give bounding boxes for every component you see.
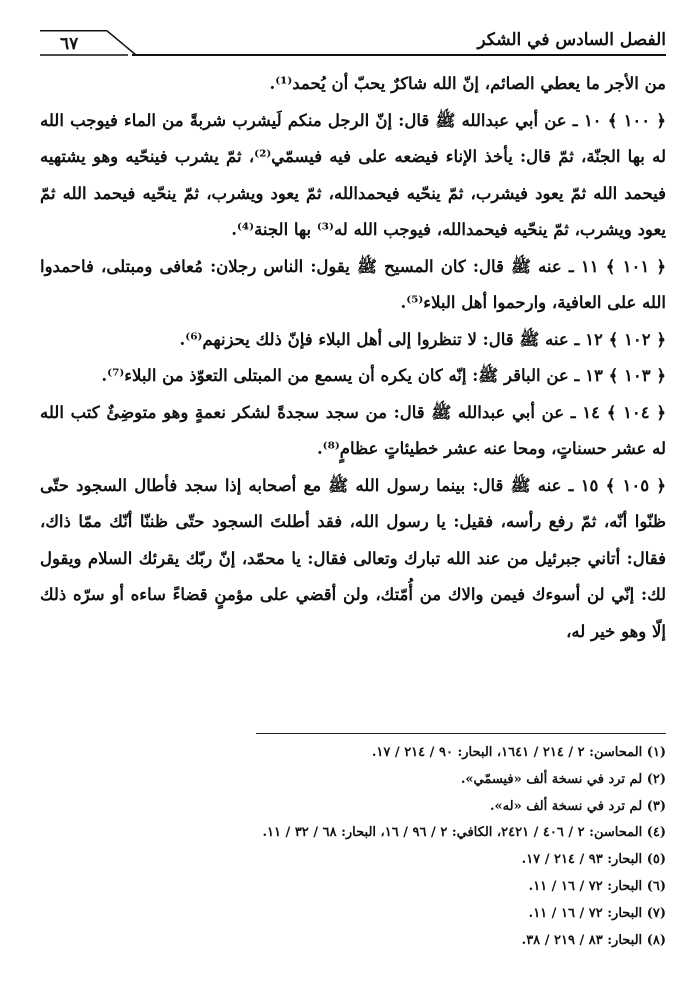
chapter-title: الفصل السادس في الشكر <box>477 30 666 50</box>
header-rule <box>132 54 666 56</box>
footnote-2: (٢) لم ترد في نسخة ألف «فيسمّي». <box>460 771 666 787</box>
hadith-number: ﴿ ١٠٤ ﴾ <box>606 402 666 422</box>
footnote-divider <box>256 733 666 734</box>
hadith-104 <box>40 395 666 468</box>
hadith-number: ﴿ ١٠٠ ﴾ <box>607 110 666 130</box>
hadith-102 <box>40 322 666 359</box>
footnote-8: (٨) البحار: ٨٣ / ٢١٩ / ٣٨. <box>521 932 666 948</box>
hadith-text: ١٤ ـ عن أبي عبدالله ﷺ قال: من سجد سجدةً لشكر نعمةٍ وهو متوضِئٌ كتب الله له عشر حسناتٍ، ومحا عنه عشر خطيئاتٍ عظامٍ⁽⁸⁾. <box>40 402 666 458</box>
page-number-tab <box>40 30 138 55</box>
page-tab-shape <box>40 30 138 56</box>
hadith-text: ١١ ـ عنه ﷺ قال: كان المسيح ﷺ يقول: الناس رجلان: مُعافى ومبتلى، فاحمدوا الله على العافية، وارحموا أهل البلاء⁽⁵⁾. <box>40 256 666 312</box>
paragraph-text: من الأجر ما يعطي الصائم، إنّ الله شاكرٌ يحبّ أن يُحمد⁽¹⁾. <box>269 74 666 93</box>
page-header <box>40 14 666 58</box>
hadith-101 <box>40 249 666 322</box>
footnote-4: (٤) المحاسن: ٢ / ٤٠٦ / ٢٤٢١، الكافي: ٢ / ٩٦ / ١٦، البحار: ٦٨ / ٣٢ / ١١. <box>262 825 666 841</box>
hadith-number: ﴿ ١٠٣ ﴾ <box>608 366 666 385</box>
hadith-103 <box>40 358 666 395</box>
hadith-text: ١٠ ـ عن أبي عبدالله ﷺ قال: إنّ الرجل منكم لَيشرب شربةً من الماء فيوجب الله له بها الجنّة، ثمّ قال: يأخذ الإناء فيضعه على فيه فيسمّي⁽²⁾، ثمّ يشرب فينحّيه وهو يشتهيه فيحمد الله ثمّ يعود فيشرب، ثمّ ينحّيه فيحمدالله، ثمّ يعود ويشرب، ثمّ ينحّيه فيحمد الله ثمّ يعود ويشرب، ثمّ ينحّيه فيحمدالله، فيوجب الله له⁽³⁾ بها الجنة⁽⁴⁾. <box>40 110 666 239</box>
footnote-5: (٥) البحار: ٩٣ / ٢١٤ / ١٧. <box>521 852 666 868</box>
hadith-text: ١٢ ـ عنه ﷺ قال: لا تنظروا إلى أهل البلاء فإنّ ذلك يحزنهم⁽⁶⁾. <box>179 329 603 349</box>
hadith-100 <box>40 103 666 249</box>
footnotes <box>40 740 666 954</box>
main-text <box>40 66 666 650</box>
footnote-1: (١) المحاسن: ٢ / ٢١٤ / ١٦٤١، البحار: ٩٠ / ٢١٤ / ١٧. <box>371 745 666 760</box>
hadith-text: ١٣ ـ عن الباقر ﷺ: إنّه كان يكره أن يسمع من المبتلى التعوّذ من البلاء⁽⁷⁾. <box>101 366 603 385</box>
page-number: ٦٧ <box>60 34 79 54</box>
hadith-number: ﴿ ١٠٥ ﴾ <box>605 475 667 495</box>
footnote-6: (٦) البحار: ٧٢ / ١٦ / ١١. <box>528 878 666 894</box>
hadith-105 <box>40 468 666 651</box>
footnote-3: (٣) لم ترد في نسخة ألف «له». <box>489 798 666 814</box>
hadith-text: ١٥ ـ عنه ﷺ قال: بينما رسول الله ﷺ مع أصحابه إذا سجد فأطال السجود حتّى ظنّوا أنّه، ثمّ رفع رأسه، فقيل: يا رسول الله، فقد أطلتَ السجود حتّى ظننّا أنّك ممّا ذاك، فقال: أتاني جبرئيل من عند الله تبارك وتعالى فقال: يا محمّد، إنّ ربّك يقرئك السلام ويقول لك: إنّي لن أسوءك فيمن والاك من أُمّتك، ولن أقضي على مؤمنٍ قضاءً ساءه أو سرّه ذلك إلّا وهو خير له، <box>40 475 666 641</box>
hadith-number: ﴿ ١٠٢ ﴾ <box>608 329 666 349</box>
paragraph-0 <box>40 66 666 103</box>
hadith-number: ﴿ ١٠١ ﴾ <box>605 256 666 276</box>
footnote-7: (٧) البحار: ٧٢ / ١٦ / ١١. <box>528 905 666 921</box>
